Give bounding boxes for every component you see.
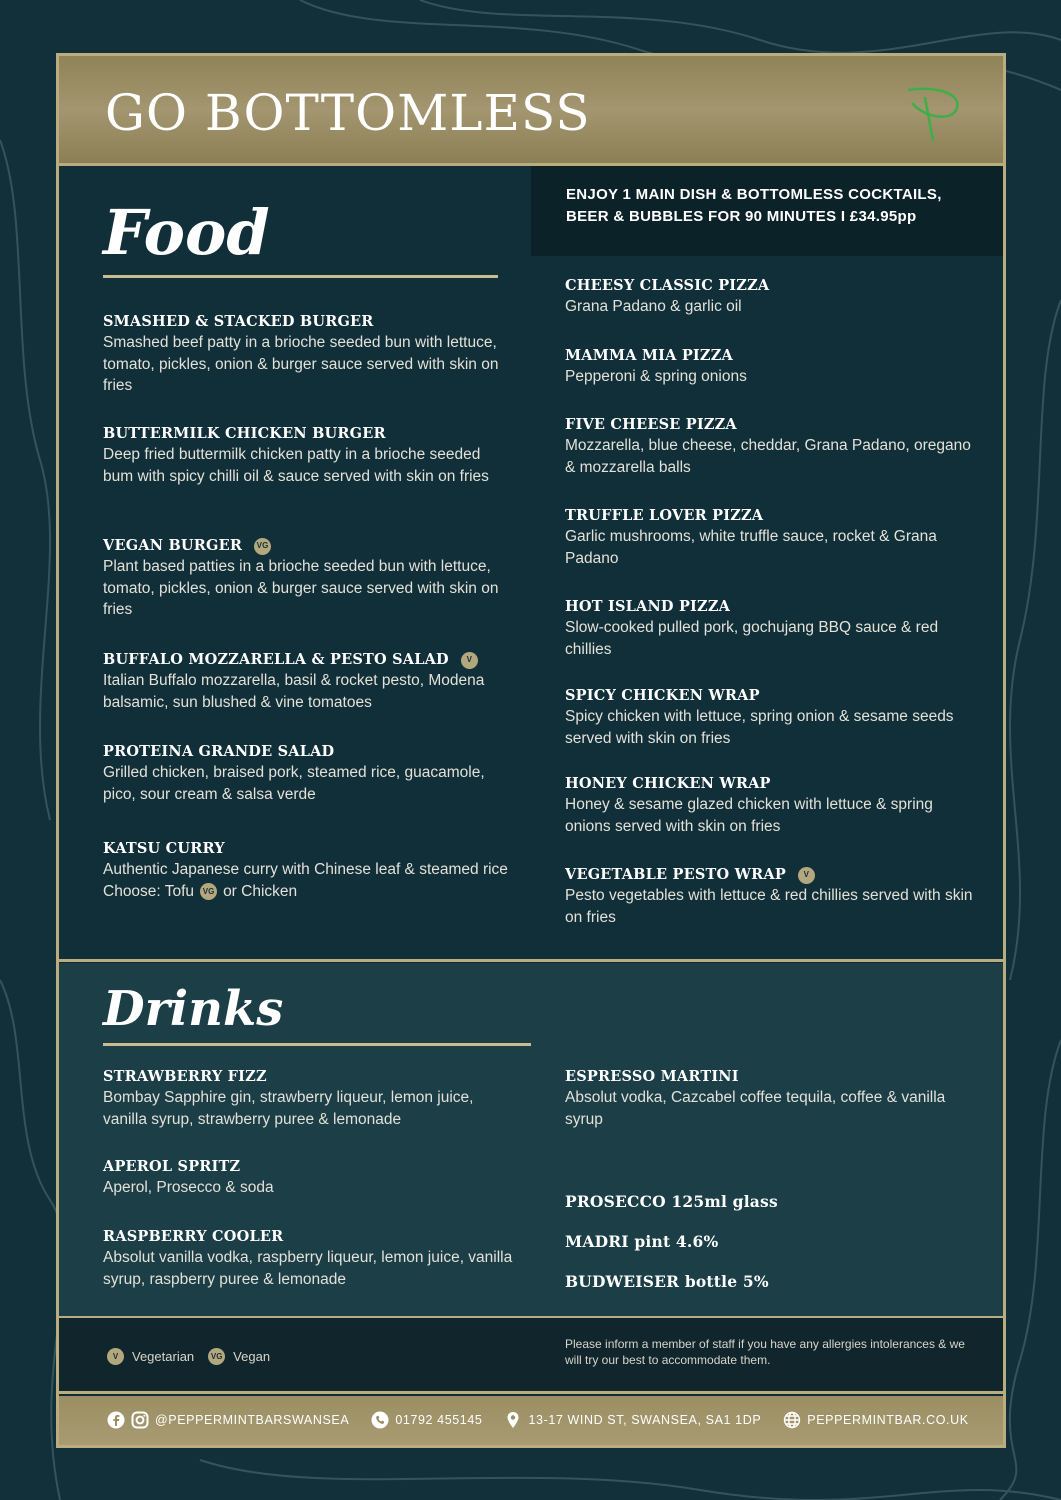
phone-icon (371, 1411, 389, 1429)
drink-item-name: PROSECCO 125ml glass (565, 1192, 778, 1211)
menu-item (103, 312, 513, 397)
menu-item-name: SPICY CHICKEN WRAP (565, 687, 760, 704)
menu-item-description: Grana Padano & garlic oil (565, 298, 742, 315)
menu-item-name: BUTTERMILK CHICKEN BURGER (103, 425, 386, 442)
vegetarian-badge-icon: V (461, 652, 478, 669)
menu-item-name: BUFFALO MOZZARELLA & PESTO SALAD (103, 651, 449, 668)
drink-item-name: ESPRESSO MARTINI (565, 1068, 739, 1085)
menu-item-name: HONEY CHICKEN WRAP (565, 775, 771, 792)
menu-item-description: Grilled chicken, braised pork, steamed rice, guacamole, pico, sour cream & salsa verde (103, 764, 485, 803)
drink-item-name: MADRI pint 4.6% (565, 1232, 719, 1251)
menu-item (565, 597, 975, 660)
offer-box (531, 166, 1003, 256)
menu-item-description: Slow-cooked pulled pork, gochujang BBQ sauce & red chillies (565, 619, 939, 658)
menu-item (103, 424, 513, 487)
vegan-badge-icon: VG (200, 883, 217, 900)
globe-icon (783, 1411, 801, 1429)
menu-item-name-row (565, 865, 975, 885)
allergy-notice: Please inform a member of staff if you have any allergies intolerances & we will try our best to accommodate them. (565, 1337, 965, 1367)
drink-item (103, 1227, 513, 1290)
location-pin-icon (504, 1411, 522, 1429)
drink-item-description: Absolut vanilla vodka, raspberry liqueur, lemon juice, vanilla syrup, raspberry puree & lemonade (103, 1249, 513, 1288)
facebook-icon[interactable] (107, 1411, 125, 1429)
footer (59, 1396, 1003, 1445)
menu-item-name: VEGETABLE PESTO WRAP (565, 866, 786, 883)
menu-item-description: Plant based patties in a brioche seeded bun with lettuce, tomato, pickles, onion & burger sauce served with skin on fries (103, 558, 499, 618)
menu-item-name: VEGAN BURGER (103, 537, 243, 554)
drinks-heading-rule (103, 1043, 531, 1046)
vegan-label: Vegan (233, 1349, 271, 1364)
menu-item-name: KATSU CURRY (103, 840, 225, 857)
menu-item (103, 742, 513, 805)
peppermint-logo-icon (903, 84, 965, 144)
drink-item-name: RASPBERRY COOLER (103, 1228, 284, 1245)
menu-item-description: Spicy chicken with lettuce, spring onion & sesame seeds served with skin on fries (565, 708, 954, 747)
menu-item (565, 346, 975, 388)
menu-item-description: Deep fried buttermilk chicken patty in a brioche seeded bum with spicy chilli oil & sauce served with skin on fries (103, 446, 489, 485)
drink-item-name: APEROL SPRITZ (103, 1158, 241, 1175)
menu-item-description: Italian Buffalo mozzarella, basil & rocket pesto, Modena balsamic, sun blushed & vine tomatoes (103, 672, 485, 711)
drink-item-name: BUDWEISER bottle 5% (565, 1272, 769, 1291)
menu-item-name: MAMMA MIA PIZZA (565, 347, 733, 364)
menu-item-name: TRUFFLE LOVER PIZZA (565, 507, 764, 524)
menu-item-name: HOT ISLAND PIZZA (565, 598, 731, 615)
menu-item-name: CHEESY CLASSIC PIZZA (565, 277, 770, 294)
vegetarian-label: Vegetarian (132, 1349, 195, 1364)
drinks-heading: Drinks (103, 981, 284, 1037)
drinks-section (59, 963, 1003, 1319)
drink-item-description: Bombay Sapphire gin, strawberry liqueur, lemon juice, vanilla syrup, strawberry puree & lemonade (103, 1089, 474, 1128)
menu-item-description: Authentic Japanese curry with Chinese leaf & steamed rice (103, 861, 508, 878)
menu-item (565, 865, 975, 928)
drink-item-name: STRAWBERRY FIZZ (103, 1068, 267, 1085)
menu-item (565, 415, 975, 478)
dietary-key (59, 1318, 1003, 1394)
menu-item-choice (103, 881, 513, 903)
menu-item (103, 839, 513, 902)
menu-frame (56, 53, 1006, 1448)
menu-item-name: SMASHED & STACKED BURGER (103, 313, 374, 330)
food-heading: Food (103, 196, 270, 269)
menu-item (565, 686, 975, 749)
key-row (107, 1348, 284, 1365)
phone-number[interactable]: 01792 455145 (395, 1413, 483, 1427)
menu-item-description: Smashed beef patty in a brioche seeded bun with lettuce, tomato, pickles, onion & burger sauce served with skin on fries (103, 334, 499, 394)
drink-item (565, 1067, 975, 1130)
instagram-icon[interactable] (131, 1411, 149, 1429)
menu-item-name-row (103, 650, 513, 670)
food-heading-rule (103, 275, 498, 278)
page-title: GO BOTTOMLESS (105, 84, 591, 142)
menu-item-description: Honey & sesame glazed chicken with lettuce & spring onions served with skin on fries (565, 796, 933, 835)
header-banner (59, 56, 1003, 166)
drink-item (565, 1232, 975, 1252)
drink-item (103, 1067, 513, 1130)
website-link[interactable]: PEPPERMINTBAR.CO.UK (807, 1413, 969, 1427)
menu-item-description: Pepperoni & spring onions (565, 368, 747, 385)
drink-item-description: Aperol, Prosecco & soda (103, 1179, 274, 1196)
drink-item (103, 1157, 513, 1199)
vegan-badge-icon: VG (208, 1348, 225, 1365)
menu-item-description: Garlic mushrooms, white truffle sauce, rocket & Grana Padano (565, 528, 937, 567)
offer-text: ENJOY 1 MAIN DISH & BOTTOMLESS COCKTAILS, BEER & BUBBLES FOR 90 MINUTES I £34.95pp (566, 186, 942, 225)
footer-contact-row (107, 1411, 969, 1429)
menu-item-name: FIVE CHEESE PIZZA (565, 416, 737, 433)
vegetarian-badge-icon: V (107, 1348, 124, 1365)
choice-prefix: Choose: Tofu (103, 882, 195, 900)
food-section (59, 166, 1003, 962)
menu-item-description: Pesto vegetables with lettuce & red chillies served with skin on fries (565, 887, 973, 926)
social-handle[interactable]: @PEPPERMINTBARSWANSEA (155, 1413, 350, 1427)
vegan-badge-icon: VG (254, 538, 271, 555)
drink-item-description: Absolut vodka, Cazcabel coffee tequila, coffee & vanilla syrup (565, 1089, 946, 1128)
menu-item-name-row (103, 536, 513, 556)
menu-item (565, 506, 975, 569)
choice-suffix: or Chicken (223, 882, 298, 900)
menu-item-description: Mozzarella, blue cheese, cheddar, Grana Padano, oregano & mozzarella balls (565, 437, 971, 476)
menu-item-name: PROTEINA GRANDE SALAD (103, 743, 335, 760)
menu-item (103, 650, 513, 713)
menu-item (103, 536, 513, 621)
vegetarian-badge-icon: V (798, 867, 815, 884)
drink-item (565, 1272, 975, 1292)
address: 13-17 WIND ST, SWANSEA, SA1 1DP (528, 1413, 762, 1427)
menu-item (565, 276, 975, 318)
drink-item (565, 1192, 975, 1212)
menu-item (565, 774, 975, 837)
